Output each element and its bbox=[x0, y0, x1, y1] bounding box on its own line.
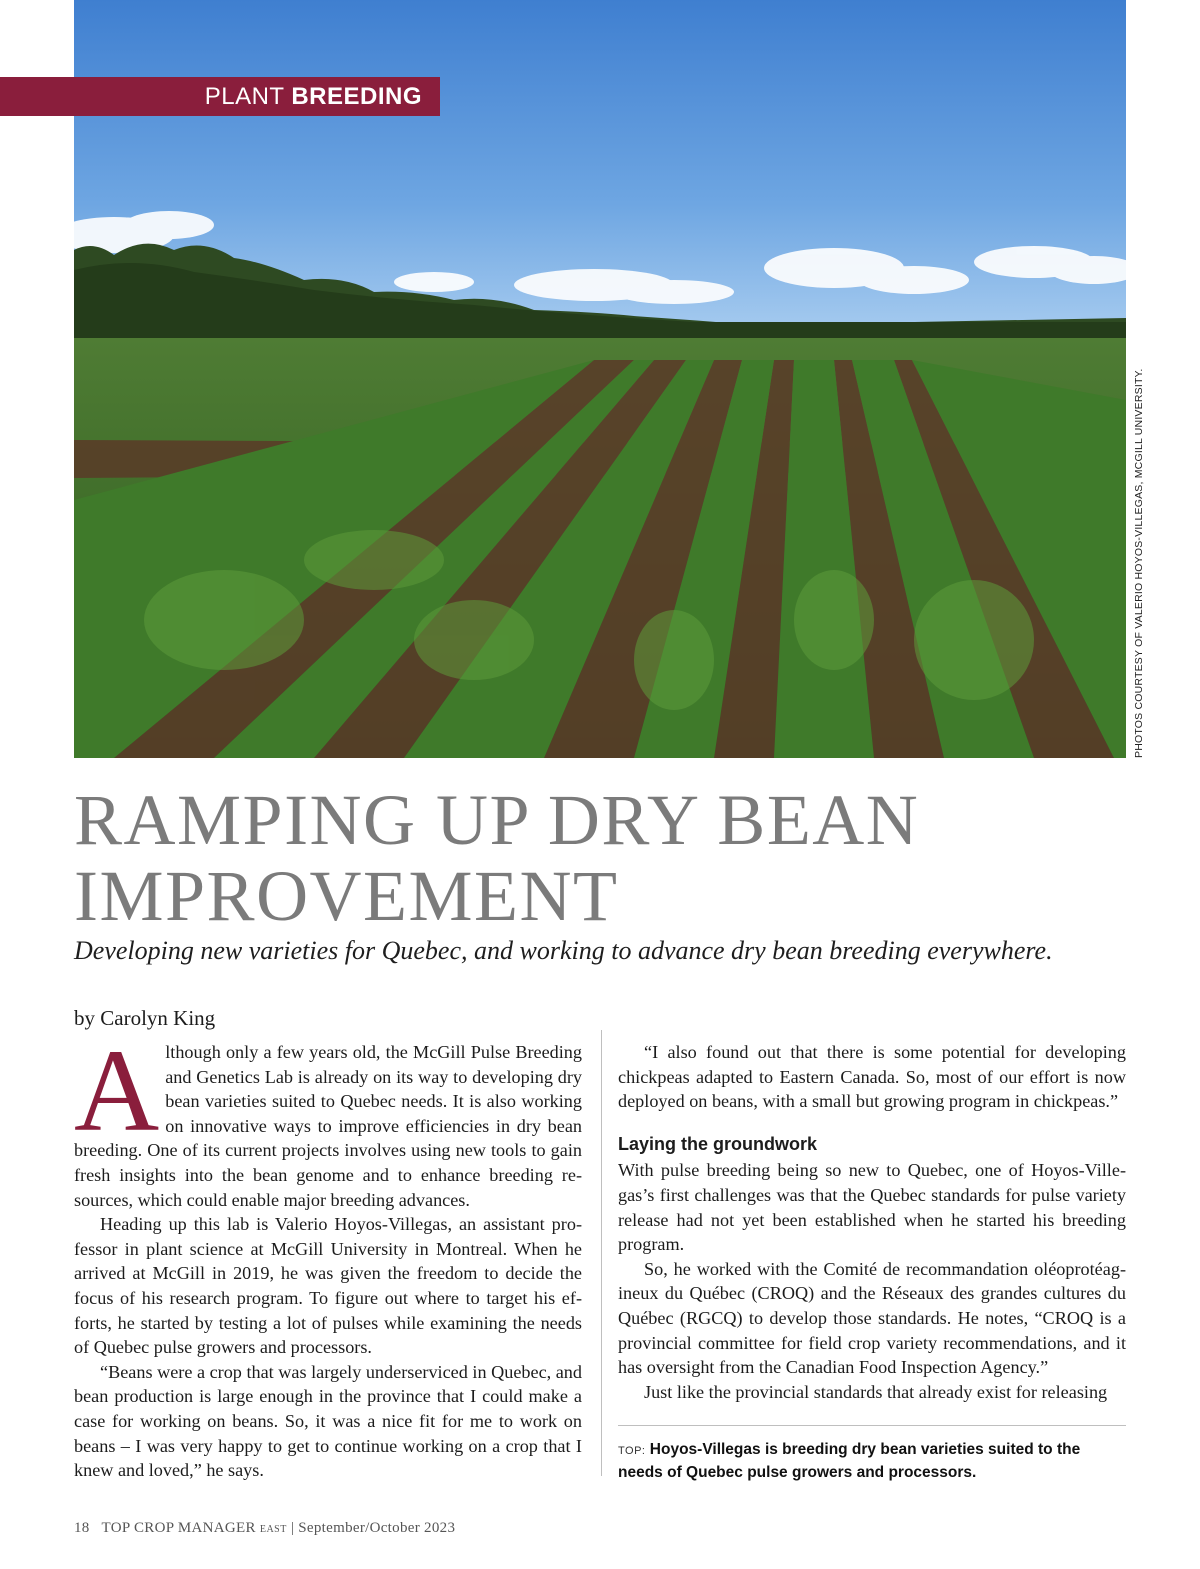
column-divider bbox=[601, 1030, 602, 1476]
page-footer bbox=[74, 1520, 455, 1537]
paragraph: Just like the provincial standards that already exist for releasing bbox=[644, 1381, 1108, 1402]
page-number: 18 bbox=[74, 1520, 90, 1536]
dropcap: A bbox=[74, 1025, 160, 1156]
photo-credit: PHOTOS COURTESY OF VALERIO HOYOS-VILLEGAS, MCGILL UNIVERSITY. bbox=[1133, 368, 1145, 758]
issue-date: September/October 2023 bbox=[298, 1520, 456, 1536]
publication-name: TOP CROP MANAGER bbox=[101, 1520, 256, 1536]
paragraph bbox=[74, 1025, 582, 1212]
section-tag-light: PLANT bbox=[204, 83, 285, 110]
left-column bbox=[74, 1025, 582, 1483]
caption-text: Hoyos-Villegas is breeding dry bean varieties suited to the needs of Quebec pulse growers and processors. bbox=[618, 1441, 1081, 1481]
right-column bbox=[618, 1040, 1126, 1404]
headline-line-2: IMPROVEMENT bbox=[74, 856, 619, 936]
headline-line-1: RAMPING UP DRY BEAN bbox=[74, 780, 920, 860]
byline: by Carolyn King bbox=[74, 1006, 216, 1030]
section-tag bbox=[0, 77, 440, 116]
paragraph: “I also found out that there is some potential for developing chickpeas adapted to Eastern Canada. So, most of our effort is now deployed on beans, with a small but growing program in chickpeas.” bbox=[618, 1042, 1126, 1112]
photo-caption bbox=[618, 1439, 1126, 1483]
caption-label: TOP: bbox=[618, 1445, 646, 1457]
paragraph-text: lthough only a few years old, the McGill Pulse Breeding and Genetics Lab is already on its way to developing dry bean varieties suited to Quebec needs. It is also working on innovative ways to improve efficiencies in dry bean breeding. One of its current projects involves using new tools to gain fresh insights into the bean genome and to enhance breeding resources, which could enable major breeding advances. bbox=[74, 1042, 582, 1210]
section-tag-bold: BREEDING bbox=[291, 83, 422, 110]
footer-separator: | bbox=[290, 1520, 295, 1536]
paragraph: “Beans were a crop that was largely underserviced in Quebec, and bean production is large enough in the province that I could make a case for working on beans. So, it was a nice fit for me to work on beans – I was very happy to get to continue working on a crop that I knew and loved,” he says. bbox=[74, 1361, 582, 1481]
paragraph: So, he worked with the Comité de recommandation oléoprotéagineux du Québec (CROQ) and the Réseaux des grandes cultures du Québec (RGCQ) to develop those standards. He notes, “CROQ is a provincial committee for field crop variety recommendations, and it has oversight from the Canadian Food Inspection Agency.” bbox=[618, 1258, 1126, 1378]
deck: Developing new varieties for Quebec, and working to advance dry bean breeding everywhere. bbox=[74, 936, 1053, 965]
subheading: Laying the groundwork bbox=[618, 1133, 818, 1154]
caption-divider bbox=[618, 1425, 1126, 1426]
publication-edition: EAST bbox=[259, 1524, 287, 1535]
paragraph: Heading up this lab is Valerio Hoyos-Villegas, an assistant professor in plant science at McGill University in Montreal. When he arrived at McGill in 2019, he was given the freedom to decide the focus of his research program. To figure out where to target his efforts, he started by testing a lot of pulses while examining the needs of Quebec pulse growers and processors. bbox=[74, 1214, 582, 1358]
headline bbox=[74, 782, 1134, 934]
paragraph: With pulse breeding being so new to Quebec, one of Hoyos-Villegas’s first challenges was that the Quebec standards for pulse variety release had not yet been established when he started his breeding program. bbox=[618, 1160, 1126, 1255]
